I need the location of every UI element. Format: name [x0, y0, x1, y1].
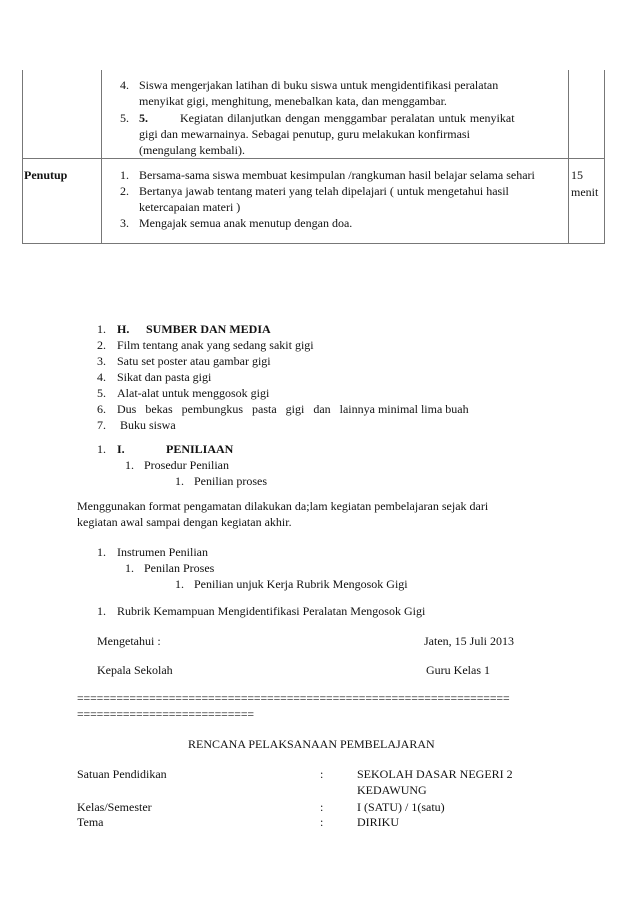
section-number: 1.: [97, 442, 106, 456]
sub-item: Prosedur Penilian: [144, 458, 229, 472]
separator-line: ==================================================================: [77, 691, 510, 705]
list-item: Satu set poster atau gambar gigi: [117, 354, 271, 368]
time-value: 15: [571, 168, 583, 182]
list-item: Rubrik Kemampuan Mengidentifikasi Peralatan Mengosok Gigi: [117, 604, 426, 618]
list-item: Buku siswa: [117, 418, 176, 432]
item-number: 5.: [120, 111, 129, 125]
item-number: 1.: [120, 168, 129, 182]
item-text: Siswa mengerjakan latihan di buku siswa untuk mengidentifikasi peralatan: [139, 78, 499, 92]
list-number: 1.: [97, 545, 106, 559]
sub-number: 1.: [175, 474, 184, 488]
item-text: Kegiatan dilanjutkan dengan menggambar peralatan untuk menyikat: [180, 111, 515, 125]
item-text: (mengulang kembali).: [139, 143, 245, 157]
row-label-penutup: Penutup: [24, 168, 68, 182]
sub-item: Penilan Proses: [144, 561, 215, 575]
field-value: DIRIKU: [357, 815, 399, 829]
list-number: 6.: [97, 402, 106, 416]
list-number: 4.: [97, 370, 106, 384]
sub-number: 1.: [175, 577, 184, 591]
item-text: Mengajak semua anak menutup dengan doa.: [139, 216, 353, 230]
table-column-divider: [101, 70, 102, 243]
list-item: Film tentang anak yang sedang sakit gigi: [117, 338, 314, 352]
list-item: Dus bekas pembungkus pasta gigi dan lainnya minimal lima buah: [117, 402, 469, 416]
paragraph-line: kegiatan awal sampai dengan kegiatan akhir.: [77, 515, 292, 529]
paragraph-line: Menggunakan format pengamatan dilakukan da;lam kegiatan pembelajaran sejak dari: [77, 499, 489, 513]
rpp-title: RENCANA PELAKSANAAN PEMBELAJARAN: [188, 737, 435, 751]
signature-left: Mengetahui :: [97, 634, 161, 648]
section-title: PENILIAAN: [166, 442, 234, 456]
list-item: Instrumen Penilian: [117, 545, 208, 559]
item-number-bold: 5.: [139, 111, 148, 125]
list-item: Alat-alat untuk menggosok gigi: [117, 386, 270, 400]
time-unit: menit: [571, 185, 599, 199]
item-text: gigi dan mewarnainya. Sebagai penutup, guru melakukan konfirmasi: [139, 127, 470, 141]
field-colon: :: [320, 800, 324, 814]
table-row-divider: [23, 158, 604, 159]
list-number: 3.: [97, 354, 106, 368]
field-colon: :: [320, 767, 324, 781]
section-number: 1.: [97, 322, 106, 336]
list-number: 1.: [97, 604, 106, 618]
item-text: menyikat gigi, menghitung, menebalkan kata, dan menggambar.: [139, 94, 447, 108]
sub-number: 1.: [125, 458, 134, 472]
list-number: 7.: [97, 418, 106, 432]
field-value: SEKOLAH DASAR NEGERI 2: [357, 767, 513, 781]
field-label: Satuan Pendidikan: [77, 767, 167, 781]
sub-item: Penilian proses: [194, 474, 267, 488]
item-number: 2.: [120, 184, 129, 198]
field-value: I (SATU) / 1(satu): [357, 800, 445, 814]
section-title: SUMBER DAN MEDIA: [146, 322, 271, 336]
field-colon: :: [320, 815, 324, 829]
sub-number: 1.: [125, 561, 134, 575]
item-number: 4.: [120, 78, 129, 92]
field-value: KEDAWUNG: [357, 783, 427, 797]
item-number: 3.: [120, 216, 129, 230]
section-letter: I.: [117, 442, 125, 456]
list-item: Sikat dan pasta gigi: [117, 370, 212, 384]
section-letter: H.: [117, 322, 130, 336]
list-number: 2.: [97, 338, 106, 352]
table-column-divider: [568, 70, 569, 243]
item-text: ketercapaian materi ): [139, 200, 241, 214]
sub-item: Penilian unjuk Kerja Rubrik Mengosok Gigi: [194, 577, 408, 591]
signature-right: Jaten, 15 Juli 2013: [424, 634, 514, 648]
list-number: 5.: [97, 386, 106, 400]
item-text: Bersama-sama siswa membuat kesimpulan /rangkuman hasil belajar selama sehari: [139, 168, 535, 182]
signature-left: Kepala Sekolah: [97, 663, 173, 677]
signature-right: Guru Kelas 1: [426, 663, 490, 677]
field-label: Tema: [77, 815, 104, 829]
item-text: Bertanya jawab tentang materi yang telah dipelajari ( untuk mengetahui hasil: [139, 184, 509, 198]
separator-line: ===========================: [77, 707, 254, 721]
field-label: Kelas/Semester: [77, 800, 152, 814]
